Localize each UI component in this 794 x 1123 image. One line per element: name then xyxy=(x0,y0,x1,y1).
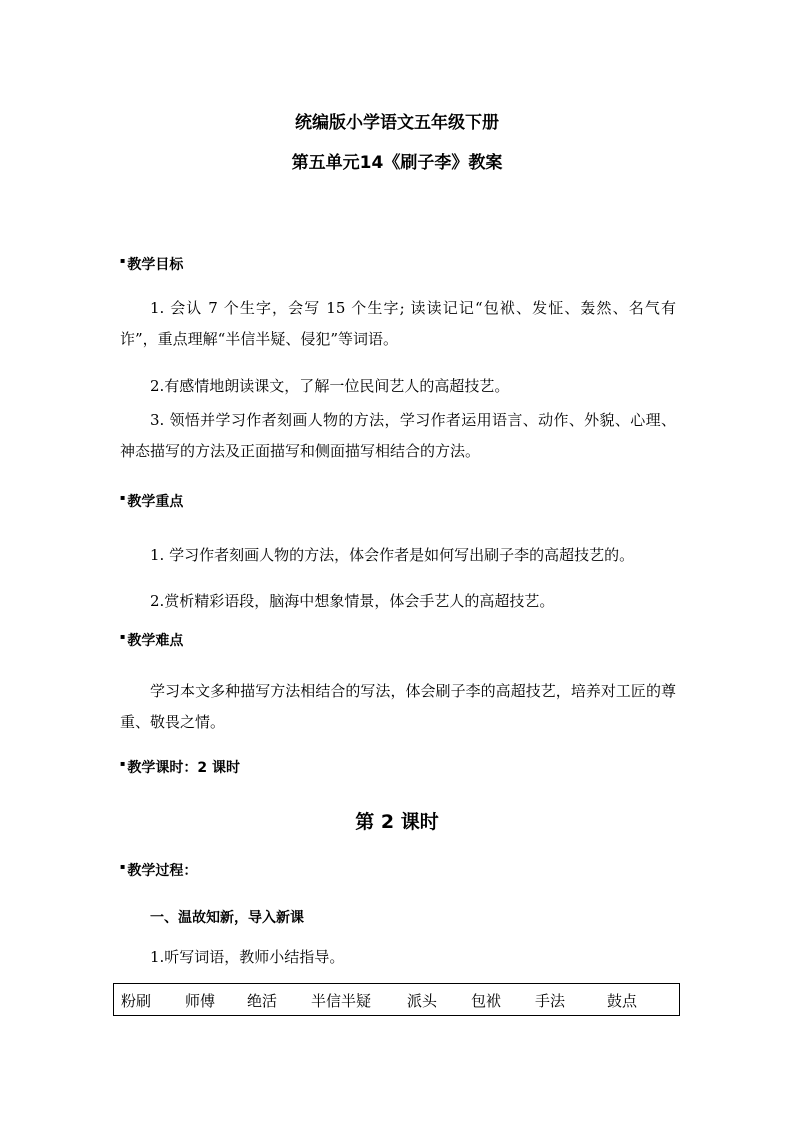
bullet-icon: ▪ xyxy=(120,493,126,502)
lesson-title: 第 2 课时 xyxy=(355,811,439,833)
process-heading xyxy=(120,860,197,880)
bullet-icon: ▪ xyxy=(120,256,126,265)
step-1-heading: 一、温故知新，导入新课 xyxy=(150,910,304,926)
goals-heading-text: 教学目标 xyxy=(127,257,184,273)
key-points-heading-text: 教学重点 xyxy=(127,494,184,510)
word-cell: 绝活 xyxy=(247,992,278,1010)
key-point-item-2: 2.赏析精彩语段，脑海中想象情景，体会手艺人的高超技艺。 xyxy=(150,592,555,610)
key-points-heading xyxy=(120,491,183,511)
word-cell: 半信半疑 xyxy=(311,992,372,1010)
goal-item-2: 2.有感情地朗读课文，了解一位民间艺人的高超技艺。 xyxy=(150,377,510,395)
difficulties-text: 学习本文多种描写方法相结合的写法，体会刷子李的高超技艺，培养对工匠的尊重、敬畏之情。 xyxy=(120,682,676,731)
goal-item-3: 3. 领悟并学习作者刻画人物的方法，学习作者运用语言、动作、外貌、心理、神态描写的方法及正面描写和侧面描写相结合的方法。 xyxy=(120,411,676,460)
hours-heading-text: 教学课时：2 课时 xyxy=(127,760,241,776)
step-1-item-1: 1.听写词语，教师小结指导。 xyxy=(150,948,345,966)
word-cell: 包袱 xyxy=(471,992,502,1010)
word-cell: 手法 xyxy=(535,992,566,1010)
key-point-item-1: 1. 学习作者刻画人物的方法，体会作者是如何写出刷子李的高超技艺的。 xyxy=(150,546,635,564)
bullet-icon: ▪ xyxy=(120,632,126,641)
goals-heading xyxy=(120,254,183,274)
bullet-icon: ▪ xyxy=(120,759,126,768)
difficulties-heading-text: 教学难点 xyxy=(127,633,184,649)
doc-title-line1: 统编版小学语文五年级下册 xyxy=(295,113,499,133)
goal-item-1: 1. 会认 7 个生字，会写 15 个生字; 读读记记“包袱、发怔、轰然、名气有诈”，重点理解“半信半疑、侵犯”等词语。 xyxy=(120,299,676,348)
hours-heading xyxy=(120,757,240,777)
doc-title-line2: 第五单元14《刷子李》教案 xyxy=(291,153,503,173)
word-cell: 粉刷 xyxy=(121,992,152,1010)
word-cell: 鼓点 xyxy=(607,992,638,1010)
word-cell: 派头 xyxy=(407,992,438,1010)
word-cell: 师傅 xyxy=(185,992,216,1010)
difficulties-heading xyxy=(120,630,183,650)
bullet-icon: ▪ xyxy=(120,862,126,871)
process-heading-text: 教学过程： xyxy=(127,863,198,879)
dictation-word-table xyxy=(113,983,680,1016)
